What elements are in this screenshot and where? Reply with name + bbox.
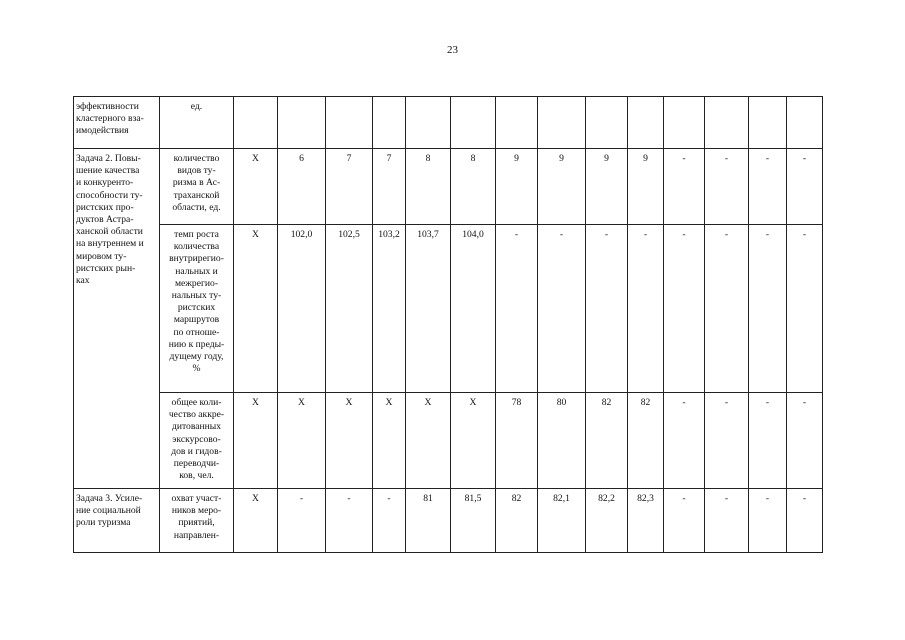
indicator-cell-line: темп роста [174, 229, 219, 240]
indicator-cell-line: видов ту- [177, 165, 216, 177]
task-cell-line: ние социальной [76, 505, 141, 517]
value-cell: - [664, 489, 705, 553]
value-cell [278, 97, 326, 149]
indicator-cell-line: ристских [177, 302, 216, 314]
value-cell: - [705, 489, 749, 553]
value-cell [664, 97, 705, 149]
indicator-cell-line: нию к преды- [168, 338, 225, 350]
indicator-cell-line: % [192, 363, 201, 375]
indicators-table [73, 96, 823, 553]
indicator-cell-line: чество аккре- [168, 409, 225, 421]
indicator-cell [160, 149, 234, 225]
table-row [74, 149, 823, 225]
value-cell: Х [373, 393, 406, 489]
value-cell: Х [406, 393, 451, 489]
task-cell-line: и конкуренто- [76, 177, 134, 189]
value-cell: 102,5 [326, 225, 373, 393]
value-cell: - [705, 393, 749, 489]
value-cell: Х [234, 393, 278, 489]
task-cell [74, 149, 160, 489]
indicator-cell-line: внутрирегио- [169, 253, 224, 265]
value-cell: - [628, 225, 664, 393]
table-row [74, 97, 823, 149]
indicator-cell [160, 393, 234, 489]
indicator-cell-line: ризма в Ас- [172, 177, 221, 189]
value-cell [373, 97, 406, 149]
indicator-cell-line: направлен- [173, 529, 220, 541]
indicator-cell-line: количества [173, 241, 220, 253]
indicator-cell-line: ников меро- [171, 505, 222, 517]
value-cell: 82,3 [628, 489, 664, 553]
value-cell: 82,1 [538, 489, 586, 553]
indicator-cell-line: переводчи- [173, 458, 220, 470]
value-cell: Х [234, 489, 278, 553]
value-cell: Х [278, 393, 326, 489]
value-cell [749, 97, 787, 149]
indicator-cell-line: дитованных [171, 421, 222, 433]
value-cell: - [326, 489, 373, 553]
value-cell: 80 [538, 393, 586, 489]
task-cell-line: Задача 2. Повы- [76, 153, 141, 164]
value-cell: Х [234, 225, 278, 393]
value-cell: - [496, 225, 538, 393]
task-cell-line: ристских про- [76, 201, 134, 213]
indicator-cell-line: приятий, [178, 517, 215, 529]
value-cell: Х [451, 393, 496, 489]
value-cell [326, 97, 373, 149]
indicator-cell-line: области, ед. [172, 201, 221, 213]
value-cell: - [664, 149, 705, 225]
task-cell-line: ристских рын- [76, 262, 136, 274]
table-row [74, 225, 823, 393]
value-cell: 102,0 [278, 225, 326, 393]
value-cell: - [749, 149, 787, 225]
value-cell: 82 [496, 489, 538, 553]
task-cell-line: ханской области [76, 226, 143, 238]
indicator-cell-line: нальных ту- [171, 290, 222, 302]
indicator-cell-line: охват участ- [171, 493, 222, 504]
page-number: 23 [447, 44, 458, 56]
value-cell: - [787, 489, 823, 553]
value-cell: - [705, 225, 749, 393]
value-cell [496, 97, 538, 149]
value-cell: 7 [373, 149, 406, 225]
indicator-cell-line: дов и гидов- [171, 445, 222, 457]
value-cell: - [538, 225, 586, 393]
value-cell: - [787, 149, 823, 225]
indicator-cell-line: траханской [173, 189, 220, 201]
value-cell: - [664, 393, 705, 489]
value-cell [234, 97, 278, 149]
value-cell: 6 [278, 149, 326, 225]
task-cell-line: эффективности [76, 101, 139, 112]
value-cell: 8 [451, 149, 496, 225]
indicator-cell-line: межрегио- [174, 277, 219, 289]
value-cell: Х [234, 149, 278, 225]
indicator-cell-line: ед. [190, 101, 203, 112]
value-cell [586, 97, 628, 149]
value-cell: 81,5 [451, 489, 496, 553]
value-cell: - [705, 149, 749, 225]
indicator-cell-line: экскурсово- [172, 433, 221, 445]
value-cell [787, 97, 823, 149]
indicator-cell-line: общее коли- [171, 397, 222, 408]
value-cell: - [664, 225, 705, 393]
value-cell: 9 [586, 149, 628, 225]
value-cell: 9 [496, 149, 538, 225]
indicator-cell [160, 97, 234, 149]
task-cell-line: кластерного вза- [76, 113, 144, 125]
value-cell: 82 [586, 393, 628, 489]
table-body [74, 97, 823, 553]
table-row [74, 393, 823, 489]
value-cell [705, 97, 749, 149]
value-cell [628, 97, 664, 149]
value-cell: 78 [496, 393, 538, 489]
value-cell: 81 [406, 489, 451, 553]
task-cell-line: ках [76, 275, 90, 287]
task-cell-line: роли туризма [76, 517, 131, 529]
task-cell [74, 97, 160, 149]
value-cell [406, 97, 451, 149]
indicator-cell-line: дущему году, [169, 351, 224, 363]
indicator-cell-line: по отноше- [173, 326, 220, 338]
value-cell: 8 [406, 149, 451, 225]
task-cell-line: способности ту- [76, 189, 143, 201]
value-cell: 9 [538, 149, 586, 225]
value-cell: 104,0 [451, 225, 496, 393]
indicator-cell-line: нальных и [175, 265, 218, 277]
task-cell-line: Задача 3. Усиле- [76, 493, 143, 504]
value-cell: - [787, 393, 823, 489]
value-cell [451, 97, 496, 149]
indicator-cell [160, 225, 234, 393]
table-row [74, 489, 823, 553]
task-cell-line: имодействия [76, 125, 129, 137]
value-cell: 103,7 [406, 225, 451, 393]
value-cell: 82,2 [586, 489, 628, 553]
value-cell: - [373, 489, 406, 553]
indicator-cell-line: ков, чел. [179, 470, 214, 482]
value-cell: - [787, 225, 823, 393]
value-cell: - [278, 489, 326, 553]
value-cell [538, 97, 586, 149]
task-cell-line: шение качества [76, 165, 140, 177]
value-cell: 9 [628, 149, 664, 225]
value-cell: - [749, 225, 787, 393]
indicator-cell-line: маршрутов [173, 314, 220, 326]
value-cell: - [749, 393, 787, 489]
task-cell-line: на внутреннем и [76, 238, 144, 250]
indicator-cell [160, 489, 234, 553]
indicator-cell-line: количество [173, 153, 220, 164]
value-cell: - [749, 489, 787, 553]
task-cell [74, 489, 160, 553]
value-cell: Х [326, 393, 373, 489]
task-cell-line: мировом ту- [76, 250, 127, 262]
value-cell: 103,2 [373, 225, 406, 393]
value-cell: 82 [628, 393, 664, 489]
value-cell: 7 [326, 149, 373, 225]
value-cell: - [586, 225, 628, 393]
task-cell-line: дуктов Астра- [76, 214, 134, 226]
